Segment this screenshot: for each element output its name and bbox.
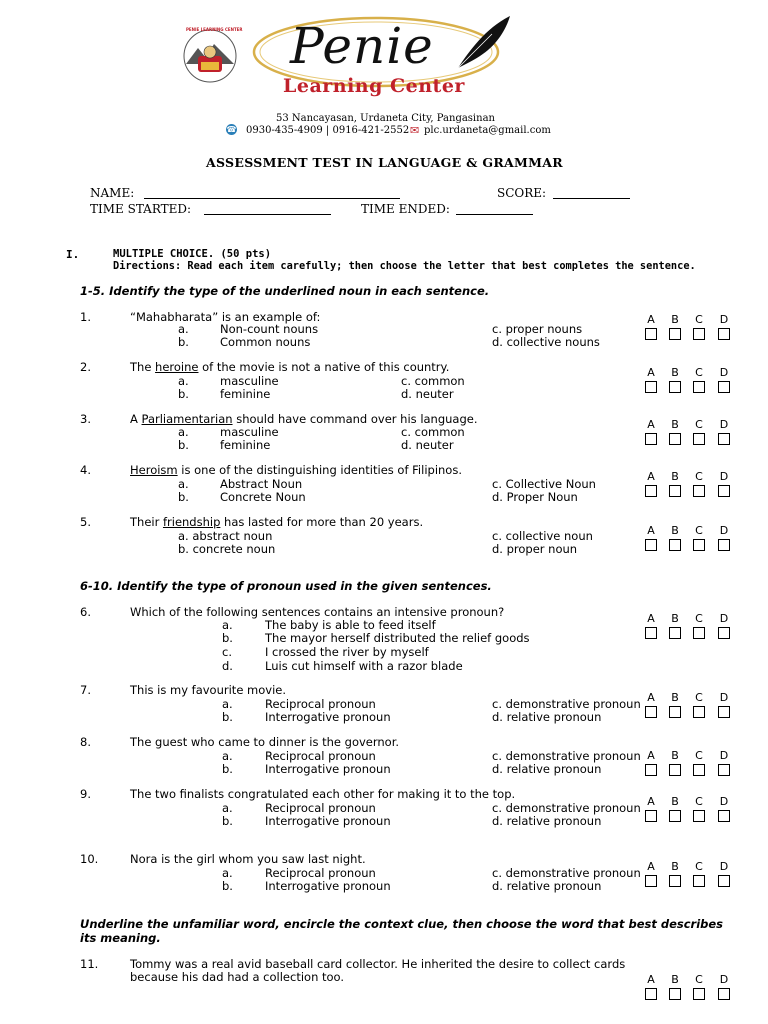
answer-checkbox-a[interactable] (645, 706, 657, 718)
option-b: feminine (220, 387, 271, 401)
option-c: c. collective noun (492, 529, 593, 543)
option-d: d. relative pronoun (492, 762, 602, 776)
answer-letter-b: B (671, 749, 679, 762)
answer-letter-d: D (719, 973, 729, 986)
answer-letter-c: C (695, 366, 703, 379)
name-field-line[interactable] (144, 198, 400, 199)
answer-checkbox-b[interactable] (669, 433, 681, 445)
question-number: 9. (80, 787, 91, 801)
option-c: c. demonstrative pronoun (492, 749, 641, 763)
answer-letter-b: B (671, 612, 679, 625)
score-field-line[interactable] (553, 198, 630, 199)
option-c: c. demonstrative pronoun (492, 866, 641, 880)
answer-letter-d: D (719, 860, 729, 873)
option-b: Interrogative pronoun (265, 710, 391, 724)
answer-letter-d: D (719, 524, 729, 537)
section-heading-pronouns: 6-10. Identify the type of pronoun used in the given sentences. (80, 579, 492, 593)
option-d: d. proper noun (492, 542, 578, 556)
option-c: c. common (401, 425, 465, 439)
option-letter-b: b. (222, 879, 233, 893)
answer-checkbox-d[interactable] (718, 539, 730, 551)
option-d: d. neuter (401, 387, 454, 401)
question-text: Nora is the girl whom you saw last night. (130, 852, 366, 866)
option-b: The mayor herself distributed the relief goods (265, 631, 530, 645)
option-d: d. relative pronoun (492, 879, 602, 893)
option-c: c. demonstrative pronoun (492, 697, 641, 711)
option-letter-a: a. (178, 322, 189, 336)
question-text: A Parliamentarian should have command over his language. (130, 412, 478, 426)
answer-letter-b: B (671, 366, 679, 379)
option-b: Common nouns (220, 335, 311, 349)
answer-checkbox-a[interactable] (645, 539, 657, 551)
answer-letter-b: B (671, 313, 679, 326)
question-number: 11. (80, 957, 99, 971)
answer-checkbox-a[interactable] (645, 627, 657, 639)
answer-checkbox-c[interactable] (693, 485, 705, 497)
answer-checkbox-c[interactable] (693, 764, 705, 776)
answer-letter-c: C (695, 795, 703, 808)
answer-checkbox-d[interactable] (718, 328, 730, 340)
answer-checkbox-c[interactable] (693, 328, 705, 340)
option-c: I crossed the river by myself (265, 645, 429, 659)
answer-checkbox-d[interactable] (718, 764, 730, 776)
answer-checkbox-d[interactable] (718, 433, 730, 445)
option-a: masculine (220, 374, 279, 388)
brand-script-name: Penie (290, 17, 434, 75)
answer-letter-b: B (671, 524, 679, 537)
answer-letter-c: C (695, 860, 703, 873)
answer-letter-a: A (647, 860, 655, 873)
option-letter-a: a. (222, 801, 233, 815)
answer-checkbox-b[interactable] (669, 764, 681, 776)
answer-checkbox-c[interactable] (693, 706, 705, 718)
answer-checkbox-a[interactable] (645, 988, 657, 1000)
option-letter-b: b. (178, 438, 189, 452)
section-heading-context-clues: Underline the unfamiliar word, encircle the context clue, then choose the word that best describes its meaning. (80, 917, 724, 945)
option-letter-a: a. (222, 866, 233, 880)
answer-checkbox-b[interactable] (669, 328, 681, 340)
answer-letter-a: A (647, 749, 655, 762)
option-letter-b: b. (178, 387, 189, 401)
answer-letter-a: A (647, 418, 655, 431)
option-letter-b: b. (222, 814, 233, 828)
part-heading: MULTIPLE CHOICE. (50 pts) (113, 248, 272, 260)
answer-letter-a: A (647, 313, 655, 326)
answer-checkbox-a[interactable] (645, 433, 657, 445)
quill-feather-icon (452, 12, 514, 70)
answer-checkbox-c[interactable] (693, 539, 705, 551)
option-letter-b: b. (178, 335, 189, 349)
answer-letter-d: D (719, 612, 729, 625)
time-started-field-line[interactable] (204, 214, 331, 215)
answer-checkbox-d[interactable] (718, 627, 730, 639)
option-a: masculine (220, 425, 279, 439)
question-number: 2. (80, 360, 91, 374)
question-text: Heroism is one of the distinguishing identities of Filipinos. (130, 463, 462, 477)
address: 53 Nancayasan, Urdaneta City, Pangasinan (276, 113, 495, 124)
option-letter-a: a. (222, 618, 233, 632)
name-label: NAME: (90, 186, 135, 200)
answer-checkbox-a[interactable] (645, 764, 657, 776)
answer-checkbox-b[interactable] (669, 485, 681, 497)
part-directions: Directions: Read each item carefully; then choose the letter that best completes the sentence. (113, 260, 696, 272)
answer-checkbox-d[interactable] (718, 485, 730, 497)
answer-letter-b: B (671, 860, 679, 873)
option-letter-a: a. (222, 749, 233, 763)
answer-checkbox-a[interactable] (645, 485, 657, 497)
time-ended-label: TIME ENDED: (361, 202, 450, 216)
brand-name: Learning Center (283, 75, 465, 97)
question-number: 4. (80, 463, 91, 477)
answer-checkbox-d[interactable] (718, 706, 730, 718)
option-d: d. neuter (401, 438, 454, 452)
option-d: Luis cut himself with a razor blade (265, 659, 463, 673)
badge-text: PENIE LEARNING CENTER (186, 27, 243, 32)
option-a: Reciprocal pronoun (265, 749, 376, 763)
phones: 0930-435-4909 | 0916-421-2552 (246, 125, 410, 136)
answer-checkbox-a[interactable] (645, 875, 657, 887)
answer-letter-d: D (719, 691, 729, 704)
answer-letter-a: A (647, 691, 655, 704)
answer-letter-d: D (719, 795, 729, 808)
answer-letter-a: A (647, 795, 655, 808)
option-letter-a: a. (178, 425, 189, 439)
question-number: 1. (80, 310, 91, 324)
question-number: 10. (80, 852, 99, 866)
page-title: ASSESSMENT TEST IN LANGUAGE & GRAMMAR (206, 155, 563, 170)
option-a: Reciprocal pronoun (265, 866, 376, 880)
answer-letter-b: B (671, 973, 679, 986)
question-number: 7. (80, 683, 91, 697)
email: plc.urdaneta@gmail.com (424, 125, 551, 136)
option-letter-b: b. (178, 490, 189, 504)
option-c: c. proper nouns (492, 322, 583, 336)
answer-letter-c: C (695, 691, 703, 704)
answer-checkbox-a[interactable] (645, 810, 657, 822)
answer-letter-a: A (647, 524, 655, 537)
question-text: Their friendship has lasted for more than 20 years. (130, 515, 424, 529)
answer-checkbox-b[interactable] (669, 627, 681, 639)
option-a: a. abstract noun (178, 529, 273, 543)
score-label: SCORE: (497, 186, 547, 200)
answer-checkbox-c[interactable] (693, 988, 705, 1000)
answer-letter-b: B (671, 418, 679, 431)
option-c: c. Collective Noun (492, 477, 596, 491)
option-b: Interrogative pronoun (265, 879, 391, 893)
answer-letter-a: A (647, 470, 655, 483)
question-text: The guest who came to dinner is the governor. (130, 735, 400, 749)
time-ended-field-line[interactable] (456, 214, 533, 215)
option-letter-b: b. (222, 762, 233, 776)
email-icon: ✉ (410, 124, 420, 137)
answer-checkbox-b[interactable] (669, 988, 681, 1000)
answer-letter-d: D (719, 418, 729, 431)
question-text: The two finalists congratulated each other for making it to the top. (130, 787, 516, 801)
option-c: c. demonstrative pronoun (492, 801, 641, 815)
answer-letter-c: C (695, 313, 703, 326)
answer-checkbox-b[interactable] (669, 810, 681, 822)
phone-icon: ☎ (226, 125, 237, 134)
option-letter-c: c. (222, 645, 232, 659)
question-text: “Mahabharata” is an example of: (130, 310, 321, 324)
answer-checkbox-d[interactable] (718, 810, 730, 822)
question-text: Which of the following sentences contains an intensive pronoun? (130, 605, 505, 619)
question-number: 8. (80, 735, 91, 749)
question-text: The heroine of the movie is not a native of this country. (130, 360, 450, 374)
answer-letter-c: C (695, 612, 703, 625)
answer-letter-a: A (647, 366, 655, 379)
answer-checkbox-b[interactable] (669, 875, 681, 887)
answer-checkbox-d[interactable] (718, 381, 730, 393)
answer-letter-c: C (695, 749, 703, 762)
option-a: Non-count nouns (220, 322, 319, 336)
question-number: 3. (80, 412, 91, 426)
center-badge-logo (180, 28, 240, 84)
answer-letter-c: C (695, 973, 703, 986)
option-b: Concrete Noun (220, 490, 306, 504)
answer-letter-a: A (647, 612, 655, 625)
option-d: d. Proper Noun (492, 490, 578, 504)
section-heading-nouns: 1-5. Identify the type of the underlined noun in each sentence. (80, 284, 490, 298)
option-letter-b: b. (222, 710, 233, 724)
answer-letter-a: A (647, 973, 655, 986)
option-b: b. concrete noun (178, 542, 276, 556)
option-b: feminine (220, 438, 271, 452)
option-a: Abstract Noun (220, 477, 303, 491)
answer-letter-d: D (719, 366, 729, 379)
answer-checkbox-c[interactable] (693, 875, 705, 887)
option-a: The baby is able to feed itself (265, 618, 436, 632)
option-letter-b: b. (222, 631, 233, 645)
question-text: This is my favourite movie. (130, 683, 287, 697)
answer-checkbox-a[interactable] (645, 381, 657, 393)
option-a: Reciprocal pronoun (265, 697, 376, 711)
option-c: c. common (401, 374, 465, 388)
answer-checkbox-c[interactable] (693, 381, 705, 393)
answer-letter-c: C (695, 470, 703, 483)
option-letter-a: a. (178, 374, 189, 388)
option-b: Interrogative pronoun (265, 762, 391, 776)
answer-letter-b: B (671, 470, 679, 483)
answer-checkbox-d[interactable] (718, 875, 730, 887)
answer-checkbox-c[interactable] (693, 433, 705, 445)
question-number: 5. (80, 515, 91, 529)
option-a: Reciprocal pronoun (265, 801, 376, 815)
answer-letter-c: C (695, 524, 703, 537)
answer-letter-d: D (719, 470, 729, 483)
answer-checkbox-b[interactable] (669, 706, 681, 718)
time-started-label: TIME STARTED: (90, 202, 192, 216)
answer-letter-c: C (695, 418, 703, 431)
answer-checkbox-a[interactable] (645, 328, 657, 340)
option-d: d. relative pronoun (492, 814, 602, 828)
answer-letter-b: B (671, 691, 679, 704)
part-numeral: I. (66, 248, 80, 261)
option-d: d. relative pronoun (492, 710, 602, 724)
answer-letter-d: D (719, 313, 729, 326)
option-b: Interrogative pronoun (265, 814, 391, 828)
option-d: d. collective nouns (492, 335, 600, 349)
question-text-line-1: Tommy was a real avid baseball card collector. He inherited the desire to collect cards (130, 957, 626, 971)
answer-checkbox-b[interactable] (669, 381, 681, 393)
option-letter-a: a. (222, 697, 233, 711)
option-letter-a: a. (178, 477, 189, 491)
answer-checkbox-c[interactable] (693, 810, 705, 822)
question-number: 6. (80, 605, 91, 619)
answer-checkbox-b[interactable] (669, 539, 681, 551)
answer-letter-d: D (719, 749, 729, 762)
answer-letter-b: B (671, 795, 679, 808)
question-text-line-2: because his dad had a collection too. (130, 970, 345, 984)
answer-checkbox-d[interactable] (718, 988, 730, 1000)
answer-checkbox-c[interactable] (693, 627, 705, 639)
option-letter-d: d. (222, 659, 233, 673)
